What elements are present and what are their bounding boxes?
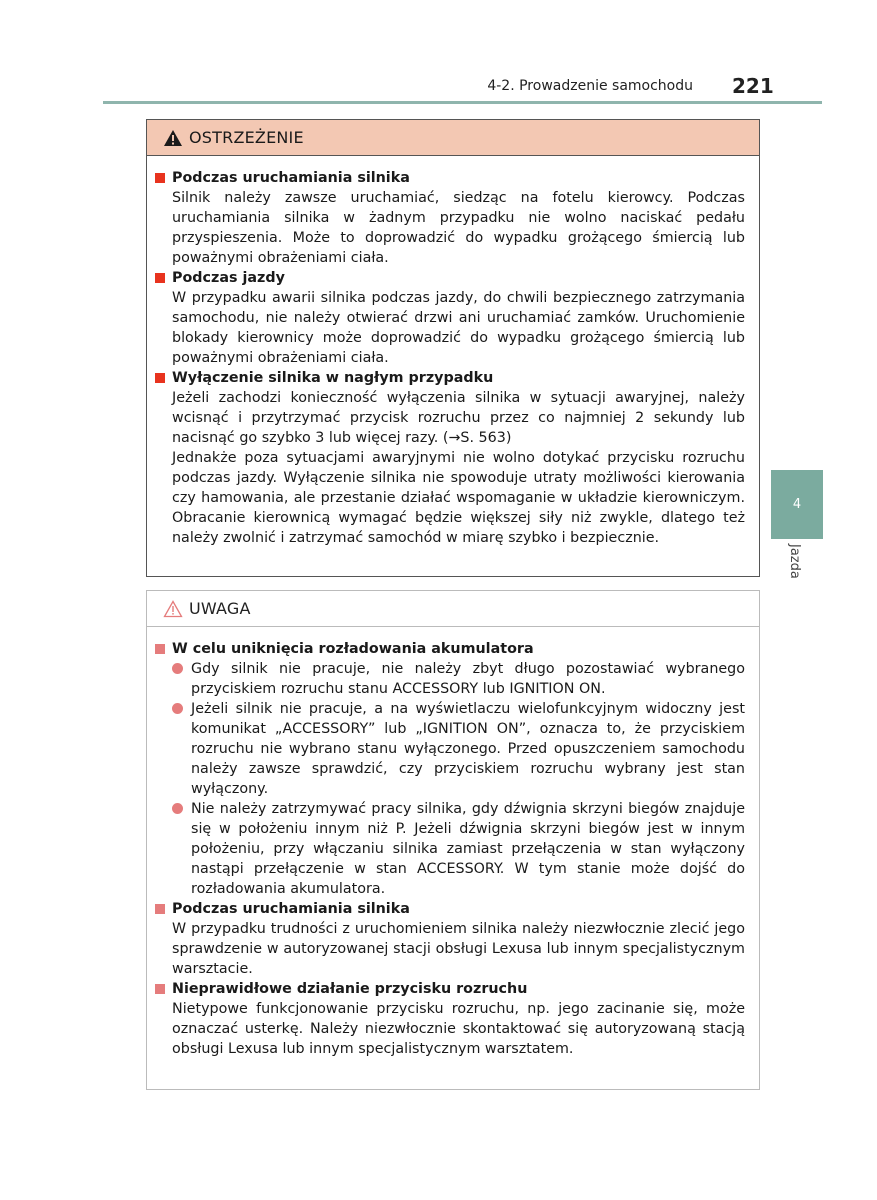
section-paragraph: Nietypowe funkcjonowanie przycisku rozruchu, np. jego zacinanie się, może oznaczać usterkę. Należy niezwłocznie skontaktować się autoryzowaną stacją obsługi Lexusa lub innym specjalistycznym warsztatem. [172, 1001, 745, 1057]
bullet-dot [172, 663, 183, 674]
notice-title: UWAGA [189, 599, 251, 618]
section-title [155, 979, 745, 999]
chapter-tab [771, 470, 823, 539]
list-item-text: Gdy silnik nie pracuje, nie należy zbyt długo pozostawiać wybranego przyciskiem rozruchu stanu ACCESSORY lub IGNITION ON. [191, 661, 745, 697]
warning-box [146, 119, 760, 577]
section-marker [155, 644, 165, 654]
warning-title: OSTRZEŻENIE [189, 128, 304, 147]
section-paragraph: W przypadku awarii silnika podczas jazdy, do chwili bezpiecznego zatrzymania samochodu, nie należy otwierać drzwi ani uruchamiać zamków. Uruchomienie blokady kierownicy może doprowadzić do wypadku grożącego śmiercią lub poważnymi obrażeniami ciała. [172, 290, 745, 366]
section-marker [155, 173, 165, 183]
section-paragraph: Jeżeli zachodzi konieczność wyłączenia silnika w sytuacji awaryjnej, należy wcisnąć i przytrzymać przycisk rozruchu przez co najmniej 2 sekundy lub nacisnąć go szybko 3 lub więcej razy. (→S. 563) [172, 390, 745, 446]
header-section-title: 4-2. Prowadzenie samochodu [487, 78, 693, 94]
warning-section [155, 368, 745, 548]
list-item-text: Nie należy zatrzymywać pracy silnika, gdy dźwignia skrzyni biegów znajduje się w położeniu innym niż P. Jeżeli dźwignia skrzyni biegów jest w innym położeniu, przy włączaniu silnika zamiast przełączenia w stan wyłączony nastąpi przełączenie w stan ACCESSORY. W tym stanie może dojść do rozładowania akumulatora. [191, 801, 745, 897]
notice-section [155, 979, 745, 1059]
section-title-text: Podczas uruchamiania silnika [172, 170, 410, 186]
warning-section [155, 268, 745, 368]
section-title [155, 899, 745, 919]
section-marker [155, 904, 165, 914]
notice-content [147, 627, 759, 1059]
notice-box [146, 590, 760, 1090]
bullet-dot [172, 703, 183, 714]
section-title-text: Podczas uruchamiania silnika [172, 901, 410, 917]
warning-triangle-icon [163, 129, 183, 147]
warning-content [147, 156, 759, 548]
section-paragraph: Jednakże poza sytuacjami awaryjnymi nie wolno dotykać przycisku rozruchu podczas jazdy. Wyłączenie silnika nie spowoduje utraty możliwości kierowania czy hamowania, ale przestanie działać wspomaganie w układzie kierowniczym. Obracanie kierownicą wymagać będzie większej siły niż zwykle, dlatego też należy zwolnić i zatrzymać samochód w miarę szybko i bezpiecznie. [172, 450, 745, 546]
section-title-text: W celu uniknięcia rozładowania akumulatora [172, 641, 534, 657]
section-title-text: Nieprawidłowe działanie przycisku rozruchu [172, 981, 528, 997]
section-marker [155, 373, 165, 383]
section-title [155, 368, 745, 388]
page-number: 221 [732, 74, 774, 98]
section-paragraph: W przypadku trudności z uruchomieniem silnika należy niezwłocznie zlecić jego sprawdzenie w autoryzowanej stacji obsługi Lexusa lub innym specjalistycznym warsztacie. [172, 921, 745, 977]
warning-header [147, 120, 759, 156]
bullet-list [155, 659, 745, 899]
caution-triangle-icon [163, 600, 183, 618]
list-item [172, 799, 745, 899]
notice-section [155, 639, 745, 899]
notice-section [155, 899, 745, 979]
section-marker [155, 273, 165, 283]
list-item [172, 659, 745, 699]
section-title-text: Wyłączenie silnika w nagłym przypadku [172, 370, 494, 386]
chapter-label: Jazda [787, 544, 802, 579]
bullet-dot [172, 803, 183, 814]
section-paragraph: Silnik należy zawsze uruchamiać, siedząc na fotelu kierowcy. Podczas uruchamiania silnika w żadnym przypadku nie wolno naciskać pedału przyspieszenia. Może to doprowadzić do wypadku grożącego śmiercią lub poważnymi obrażeniami ciała. [172, 190, 745, 266]
section-title [155, 168, 745, 188]
section-title [155, 639, 745, 659]
section-title [155, 268, 745, 288]
section-title-text: Podczas jazdy [172, 270, 285, 286]
notice-header [147, 591, 759, 627]
section-marker [155, 984, 165, 994]
chapter-number: 4 [792, 497, 802, 512]
list-item-text: Jeżeli silnik nie pracuje, a na wyświetlaczu wielofunkcyjnym widoczny jest komunikat „ACCESSORY” lub „IGNITION ON”, oznacza to, że przyciskiem rozruchu nie wybrano stanu wyłączonego. Przed opuszczeniem samochodu należy zawsze sprawdzić, czy przyciskiem rozruchu wybrany jest stan wyłączony. [191, 701, 745, 797]
warning-section [155, 168, 745, 268]
header-rule [103, 101, 822, 104]
list-item [172, 699, 745, 799]
